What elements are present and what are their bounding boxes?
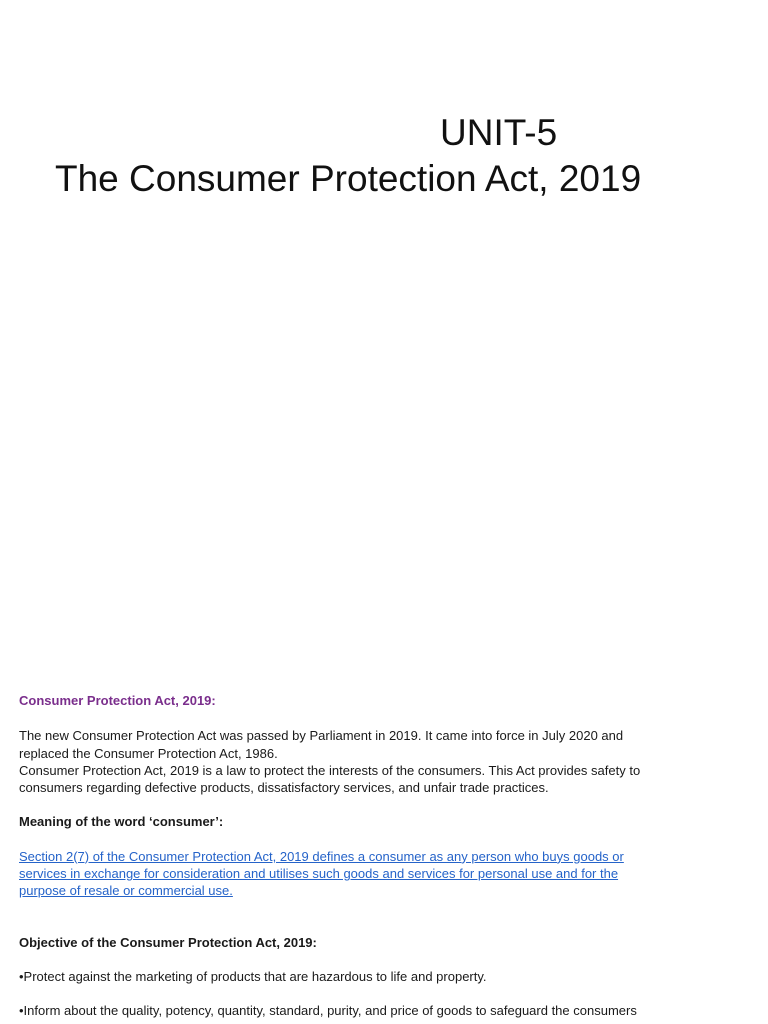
spacer	[19, 831, 759, 848]
section-heading: Consumer Protection Act, 2019:	[19, 693, 216, 708]
objective-item: •Inform about the quality, potency, quantity, standard, purity, and price of goods to safeguard the consumers	[19, 1003, 637, 1019]
spacer	[19, 985, 759, 1002]
spacer	[19, 900, 759, 934]
intro-line: replaced the Consumer Protection Act, 1986.	[19, 745, 278, 761]
unit-label: UNIT-5	[440, 112, 558, 153]
meaning-heading: Meaning of the word ‘consumer’:	[19, 814, 224, 830]
intro-line: consumers regarding defective products, dissatisfactory services, and unfair trade practices.	[19, 780, 549, 796]
definition-link-line[interactable]: services in exchange for consideration and utilises such goods and services for personal use and for the	[19, 866, 619, 882]
definition-link-line[interactable]: Section 2(7) of the Consumer Protection Act, 2019 defines a consumer as any person who buys goods or	[19, 848, 624, 864]
slide-title: The Consumer Protection Act, 2019	[55, 158, 642, 199]
intro-line: Consumer Protection Act, 2019 is a law to protect the interests of the consumers. This Act provides safety to	[19, 762, 641, 778]
definition-link-line[interactable]: purpose of resale or commercial use.	[19, 883, 233, 899]
document-body	[19, 692, 759, 1020]
objective-heading: Objective of the Consumer Protection Act, 2019:	[19, 934, 317, 950]
spacer	[19, 951, 759, 968]
intro-line: The new Consumer Protection Act was passed by Parliament in 2019. It came into force in July 2020 and	[19, 728, 624, 744]
objective-item: •Protect against the marketing of products that are hazardous to life and property.	[19, 968, 487, 984]
spacer	[19, 796, 759, 813]
